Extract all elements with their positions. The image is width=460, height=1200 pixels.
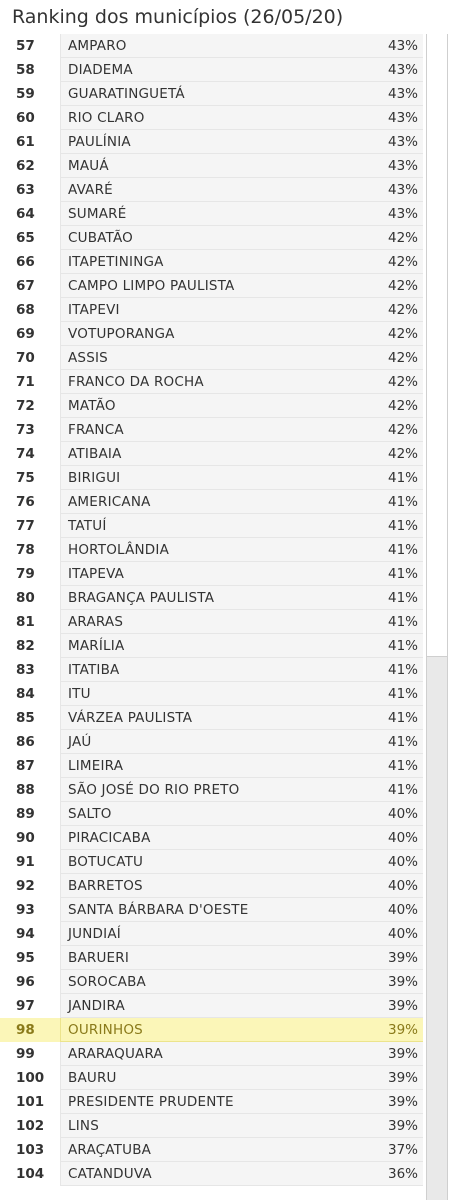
municipality-name: LINS <box>68 1118 99 1134</box>
municipality-name: ITATIBA <box>68 662 120 678</box>
table-row[interactable] <box>0 58 424 82</box>
table-row[interactable] <box>0 442 424 466</box>
percentage-value: 39% <box>387 1094 418 1110</box>
table-row[interactable] <box>0 298 424 322</box>
rank-cell: 101 <box>16 1094 45 1110</box>
municipality-name: ARARAS <box>68 614 124 630</box>
ranking-table <box>0 34 460 1200</box>
table-row[interactable] <box>0 970 424 994</box>
percentage-value: 41% <box>387 470 418 486</box>
table-row[interactable] <box>0 250 424 274</box>
table-row[interactable] <box>0 1066 424 1090</box>
municipality-name: AVARÉ <box>68 182 113 198</box>
municipality-name: BOTUCATU <box>68 854 144 870</box>
percentage-value: 41% <box>387 734 418 750</box>
percentage-value: 42% <box>387 326 418 342</box>
municipality-name: CUBATÃO <box>68 230 133 246</box>
rank-cell: 60 <box>16 110 35 126</box>
table-row[interactable] <box>0 34 424 58</box>
percentage-value: 42% <box>387 302 418 318</box>
rank-cell: 95 <box>16 950 35 966</box>
rank-cell: 75 <box>16 470 35 486</box>
percentage-value: 39% <box>387 998 418 1014</box>
rank-cell: 89 <box>16 806 35 822</box>
rank-cell: 87 <box>16 758 35 774</box>
rank-cell: 102 <box>16 1118 45 1134</box>
table-row[interactable] <box>0 466 424 490</box>
rank-cell: 103 <box>16 1142 45 1158</box>
percentage-value: 39% <box>387 1118 418 1134</box>
municipality-name: TATUÍ <box>68 518 107 534</box>
scrollbar-track[interactable] <box>427 656 447 1200</box>
table-row[interactable] <box>0 1114 424 1138</box>
municipality-name: OURINHOS <box>68 1022 143 1038</box>
rank-cell: 76 <box>16 494 35 510</box>
percentage-value: 43% <box>387 158 418 174</box>
municipality-name: MARÍLIA <box>68 638 125 654</box>
rank-cell: 74 <box>16 446 35 462</box>
rank-cell: 104 <box>16 1166 45 1182</box>
municipality-name: ARARAQUARA <box>68 1046 163 1062</box>
rank-cell: 67 <box>16 278 35 294</box>
percentage-value: 43% <box>387 62 418 78</box>
municipality-name: MAUÁ <box>68 158 109 174</box>
percentage-value: 42% <box>387 230 418 246</box>
rank-cell: 71 <box>16 374 35 390</box>
municipality-name: GUARATINGUETÁ <box>68 86 185 102</box>
municipality-name: JAÚ <box>68 734 92 750</box>
rank-cell: 62 <box>16 158 35 174</box>
municipality-name: ITAPETININGA <box>68 254 164 270</box>
value-cell <box>60 154 423 178</box>
percentage-value: 43% <box>387 206 418 222</box>
municipality-name: JANDIRA <box>68 998 125 1014</box>
percentage-value: 40% <box>387 854 418 870</box>
percentage-value: 39% <box>387 950 418 966</box>
municipality-name: SUMARÉ <box>68 206 127 222</box>
table-row[interactable] <box>0 154 424 178</box>
municipality-name: SANTA BÁRBARA D'OESTE <box>68 902 249 918</box>
rank-cell: 90 <box>16 830 35 846</box>
municipality-name: PIRACICABA <box>68 830 151 846</box>
rank-cell: 86 <box>16 734 35 750</box>
table-row[interactable] <box>0 1162 424 1186</box>
value-cell <box>60 178 423 202</box>
percentage-value: 41% <box>387 782 418 798</box>
percentage-value: 40% <box>387 806 418 822</box>
value-cell <box>60 802 423 826</box>
percentage-value: 42% <box>387 278 418 294</box>
vertical-scrollbar[interactable] <box>426 34 448 1200</box>
table-row[interactable] <box>0 370 424 394</box>
rank-cell: 80 <box>16 590 35 606</box>
rank-cell: 85 <box>16 710 35 726</box>
municipality-name: ARAÇATUBA <box>68 1142 152 1158</box>
table-row[interactable] <box>0 946 424 970</box>
rank-cell: 91 <box>16 854 35 870</box>
table-row[interactable] <box>0 82 424 106</box>
percentage-value: 41% <box>387 638 418 654</box>
page-title: Ranking dos municípios (26/05/20) <box>12 6 344 28</box>
table-row[interactable] <box>0 562 424 586</box>
table-row[interactable] <box>0 730 424 754</box>
municipality-name: AMPARO <box>68 38 127 54</box>
table-row[interactable] <box>0 994 424 1018</box>
rank-cell: 73 <box>16 422 35 438</box>
municipality-name: DIADEMA <box>68 62 133 78</box>
percentage-value: 42% <box>387 398 418 414</box>
percentage-value: 39% <box>387 974 418 990</box>
rank-cell: 97 <box>16 998 35 1014</box>
rank-cell: 58 <box>16 62 35 78</box>
municipality-name: SOROCABA <box>68 974 146 990</box>
municipality-name: BRAGANÇA PAULISTA <box>68 590 215 606</box>
value-cell <box>60 730 423 754</box>
percentage-value: 43% <box>387 38 418 54</box>
table-row[interactable] <box>0 1138 424 1162</box>
table-row[interactable] <box>0 658 424 682</box>
percentage-value: 41% <box>387 494 418 510</box>
percentage-value: 42% <box>387 254 418 270</box>
municipality-name: ITAPEVA <box>68 566 125 582</box>
rank-cell: 99 <box>16 1046 35 1062</box>
municipality-name: JUNDIAÍ <box>68 926 121 942</box>
municipality-name: AMERICANA <box>68 494 151 510</box>
table-row[interactable] <box>0 1042 424 1066</box>
table-row[interactable] <box>0 178 424 202</box>
table-row[interactable] <box>0 922 424 946</box>
rank-cell: 79 <box>16 566 35 582</box>
table-row[interactable] <box>0 514 424 538</box>
percentage-value: 43% <box>387 134 418 150</box>
table-row[interactable] <box>0 682 424 706</box>
percentage-value: 42% <box>387 374 418 390</box>
rank-cell: 61 <box>16 134 35 150</box>
rank-cell: 65 <box>16 230 35 246</box>
table-row[interactable] <box>0 634 424 658</box>
percentage-value: 41% <box>387 758 418 774</box>
municipality-name: BIRIGUI <box>68 470 121 486</box>
municipality-name: FRANCO DA ROCHA <box>68 374 204 390</box>
rank-cell: 81 <box>16 614 35 630</box>
percentage-value: 42% <box>387 422 418 438</box>
percentage-value: 40% <box>387 830 418 846</box>
table-row[interactable] <box>0 274 424 298</box>
value-cell <box>60 1114 423 1138</box>
municipality-name: VOTUPORANGA <box>68 326 175 342</box>
percentage-value: 41% <box>387 590 418 606</box>
table-row[interactable] <box>0 106 424 130</box>
table-row[interactable] <box>0 802 424 826</box>
municipality-name: PAULÍNIA <box>68 134 131 150</box>
rank-cell: 70 <box>16 350 35 366</box>
value-cell <box>60 682 423 706</box>
percentage-value: 41% <box>387 542 418 558</box>
percentage-value: 40% <box>387 926 418 942</box>
municipality-name: ITAPEVI <box>68 302 120 318</box>
rank-cell: 100 <box>16 1070 45 1086</box>
table-row[interactable] <box>0 490 424 514</box>
municipality-name: CATANDUVA <box>68 1166 152 1182</box>
table-row[interactable] <box>0 850 424 874</box>
rank-cell: 93 <box>16 902 35 918</box>
table-row[interactable] <box>0 322 424 346</box>
rank-cell: 77 <box>16 518 35 534</box>
table-row[interactable] <box>0 754 424 778</box>
table-row[interactable] <box>0 130 424 154</box>
municipality-name: ITU <box>68 686 91 702</box>
rank-cell: 94 <box>16 926 35 942</box>
table-row[interactable] <box>0 706 424 730</box>
rank-cell: 84 <box>16 686 35 702</box>
table-row[interactable] <box>0 226 424 250</box>
rank-cell: 59 <box>16 86 35 102</box>
municipality-name: CAMPO LIMPO PAULISTA <box>68 278 235 294</box>
table-row[interactable] <box>0 202 424 226</box>
percentage-value: 41% <box>387 686 418 702</box>
table-row[interactable] <box>0 418 424 442</box>
municipality-name: FRANCA <box>68 422 124 438</box>
municipality-name: SALTO <box>68 806 112 822</box>
percentage-value: 43% <box>387 86 418 102</box>
rank-cell: 98 <box>16 1022 35 1038</box>
table-row[interactable] <box>0 346 424 370</box>
table-row[interactable] <box>0 826 424 850</box>
municipality-name: LIMEIRA <box>68 758 124 774</box>
rank-cell: 96 <box>16 974 35 990</box>
rank-cell: 68 <box>16 302 35 318</box>
table-row[interactable] <box>0 610 424 634</box>
table-row[interactable] <box>0 394 424 418</box>
percentage-value: 39% <box>387 1022 418 1038</box>
municipality-name: PRESIDENTE PRUDENTE <box>68 1094 234 1110</box>
municipality-name: SÃO JOSÉ DO RIO PRETO <box>68 782 240 798</box>
percentage-value: 43% <box>387 110 418 126</box>
percentage-value: 40% <box>387 902 418 918</box>
rank-cell: 57 <box>16 38 35 54</box>
percentage-value: 41% <box>387 710 418 726</box>
rank-cell: 63 <box>16 182 35 198</box>
percentage-value: 42% <box>387 350 418 366</box>
value-cell <box>60 514 423 538</box>
percentage-value: 41% <box>387 566 418 582</box>
table-row[interactable] <box>0 898 424 922</box>
percentage-value: 41% <box>387 518 418 534</box>
table-row[interactable] <box>0 778 424 802</box>
municipality-name: VÁRZEA PAULISTA <box>68 710 193 726</box>
table-row[interactable] <box>0 538 424 562</box>
percentage-value: 39% <box>387 1070 418 1086</box>
municipality-name: BAURU <box>68 1070 117 1086</box>
rank-cell: 83 <box>16 662 35 678</box>
percentage-value: 42% <box>387 446 418 462</box>
municipality-name: BARUERI <box>68 950 130 966</box>
value-cell <box>60 346 423 370</box>
rank-cell: 69 <box>16 326 35 342</box>
rank-cell: 82 <box>16 638 35 654</box>
municipality-name: RIO CLARO <box>68 110 145 126</box>
rank-cell: 66 <box>16 254 35 270</box>
percentage-value: 43% <box>387 182 418 198</box>
table-row[interactable] <box>0 1090 424 1114</box>
rank-cell: 78 <box>16 542 35 558</box>
rank-cell: 88 <box>16 782 35 798</box>
percentage-value: 41% <box>387 614 418 630</box>
rank-cell: 64 <box>16 206 35 222</box>
municipality-name: HORTOLÂNDIA <box>68 542 170 558</box>
rank-cell: 72 <box>16 398 35 414</box>
municipality-name: ASSIS <box>68 350 108 366</box>
table-row-highlighted[interactable] <box>0 1018 424 1042</box>
rank-cell: 92 <box>16 878 35 894</box>
percentage-value: 41% <box>387 662 418 678</box>
table-row[interactable] <box>0 874 424 898</box>
municipality-name: ATIBAIA <box>68 446 122 462</box>
percentage-value: 36% <box>387 1166 418 1182</box>
percentage-value: 39% <box>387 1046 418 1062</box>
table-row[interactable] <box>0 586 424 610</box>
municipality-name: MATÃO <box>68 398 116 414</box>
municipality-name: BARRETOS <box>68 878 143 894</box>
percentage-value: 37% <box>387 1142 418 1158</box>
percentage-value: 40% <box>387 878 418 894</box>
